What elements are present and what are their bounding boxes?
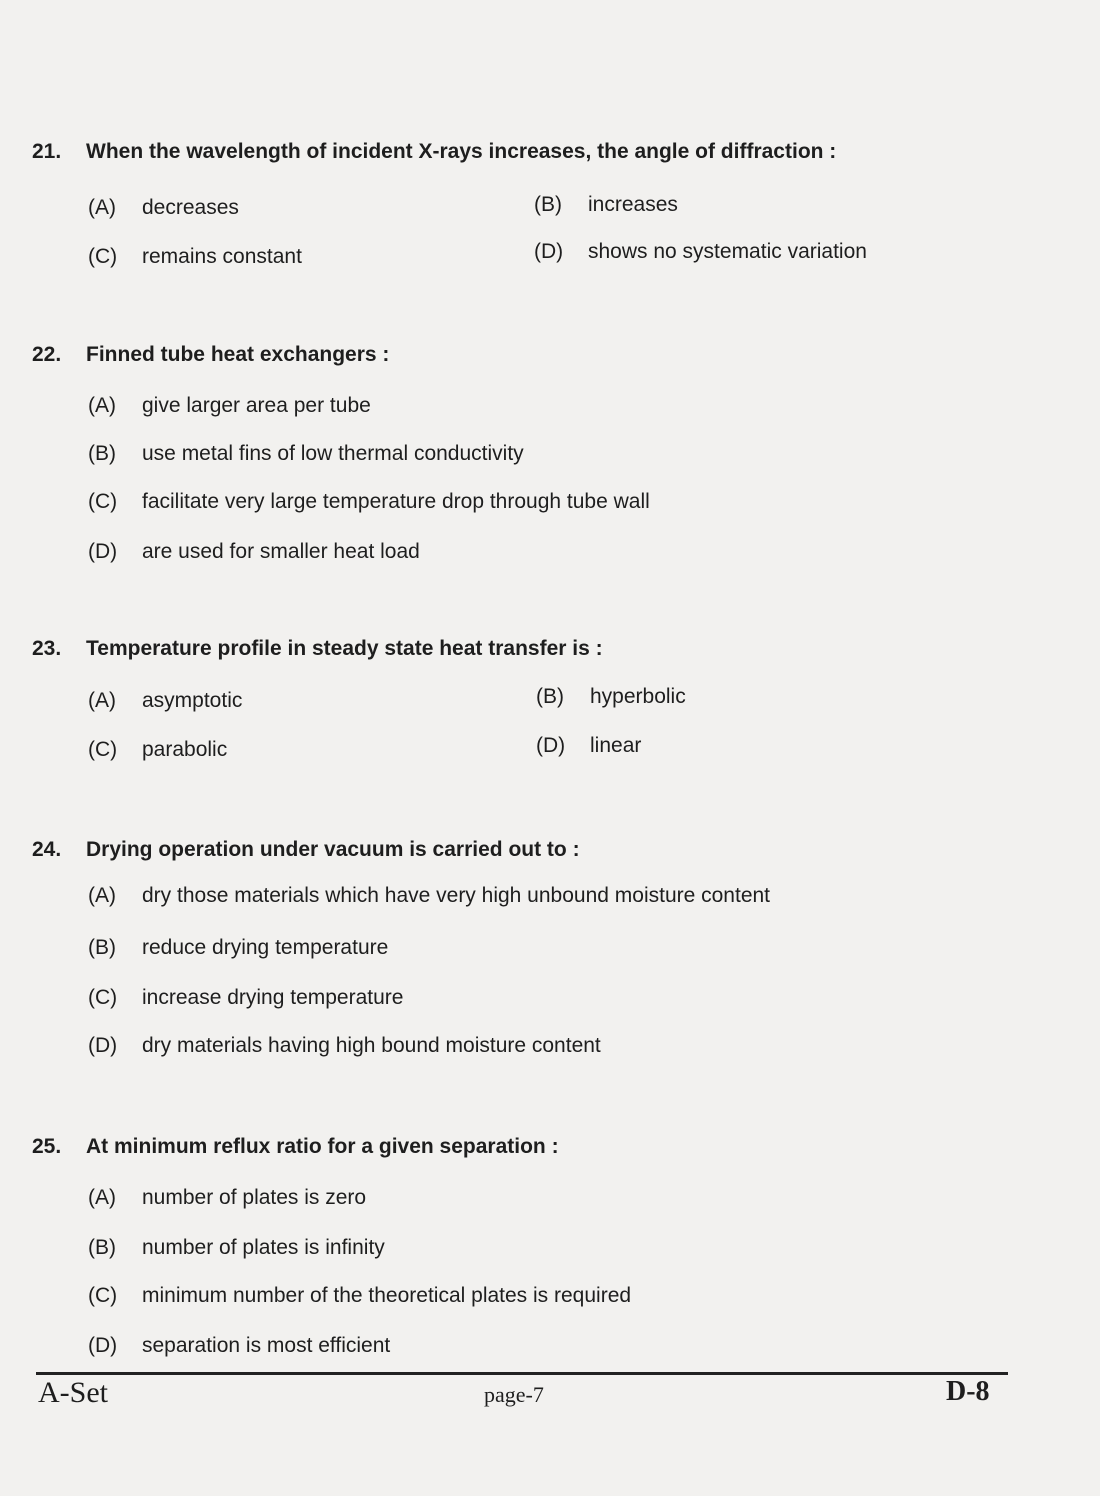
question-stem bbox=[32, 343, 389, 367]
question-text: When the wavelength of incident X-rays increases, the angle of diffraction : bbox=[86, 140, 837, 163]
question-text: Finned tube heat exchangers : bbox=[86, 343, 390, 366]
question-number: 24. bbox=[32, 838, 62, 861]
option-d: (D) shows no systematic variation bbox=[534, 240, 867, 263]
footer-set-label: A-Set bbox=[38, 1376, 108, 1409]
question-number: 22. bbox=[32, 343, 62, 366]
option-b: (B) reduce drying temperature bbox=[88, 936, 389, 959]
question-stem bbox=[32, 838, 580, 862]
question-number: 21. bbox=[32, 140, 62, 163]
option-c: (C) facilitate very large temperature drop through tube wall bbox=[88, 490, 650, 513]
option-a: (A) number of plates is zero bbox=[88, 1186, 367, 1209]
question-text: Drying operation under vacuum is carried out to : bbox=[86, 838, 580, 861]
option-b: (B) hyperbolic bbox=[536, 685, 686, 708]
option-c: (C) increase drying temperature bbox=[88, 986, 404, 1009]
question-stem bbox=[32, 637, 603, 661]
question-number: 25. bbox=[32, 1135, 62, 1158]
footer-divider bbox=[36, 1372, 1008, 1375]
question-stem bbox=[32, 1135, 559, 1159]
footer-page-code: D-8 bbox=[946, 1376, 990, 1407]
option-c: (C) minimum number of the theoretical plates is required bbox=[88, 1284, 632, 1307]
option-b: (B) increases bbox=[534, 193, 678, 216]
option-d: (D) are used for smaller heat load bbox=[88, 540, 420, 563]
option-b: (B) use metal fins of low thermal conductivity bbox=[88, 442, 524, 465]
option-b: (B) number of plates is infinity bbox=[88, 1236, 385, 1259]
option-d: (D) dry materials having high bound moisture content bbox=[88, 1034, 601, 1057]
option-c: (C) parabolic bbox=[88, 738, 228, 761]
option-a: (A) dry those materials which have very high unbound moisture content bbox=[88, 884, 771, 907]
option-d: (D) linear bbox=[536, 734, 642, 757]
option-d: (D) separation is most efficient bbox=[88, 1334, 391, 1357]
option-a: (A) asymptotic bbox=[88, 689, 243, 712]
question-stem bbox=[32, 140, 836, 164]
question-number: 23. bbox=[32, 637, 62, 660]
footer-page-number: page-7 bbox=[484, 1382, 544, 1407]
option-c: (C) remains constant bbox=[88, 245, 302, 268]
option-a: (A) give larger area per tube bbox=[88, 394, 371, 417]
question-text: At minimum reflux ratio for a given separation : bbox=[86, 1135, 559, 1158]
option-a: (A) decreases bbox=[88, 196, 239, 219]
question-text: Temperature profile in steady state heat transfer is : bbox=[86, 637, 603, 660]
